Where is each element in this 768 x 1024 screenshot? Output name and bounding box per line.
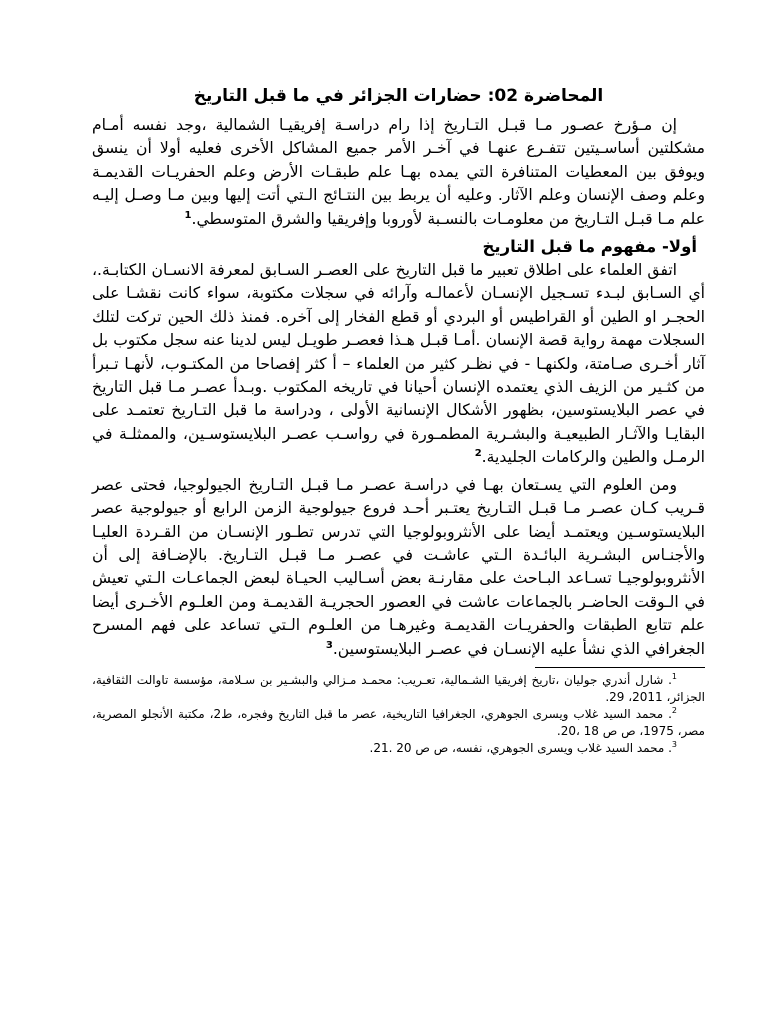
section-heading: أولا- مفهوم ما قبل التاريخ: [482, 237, 697, 257]
footnote-separator: [535, 667, 705, 668]
paragraph-2-text: ومن العلوم التي يسـتعان بهـا في دراسـة عصـر مـا قبـل التـاريخ الجيولوجيا، فحتى عصر قـريب كـان عصـر مـا قبـل التـاريخ يعتـبر أحـد فروع جيولوجية الزمن الرابع أو جيولوجية عصر البلايستوسـين ويعتمـد أيضا على الأنثروبولوجيا التي تدرس تطـور الإنسـان من القـردة العليـا والأجنـاس البشـرية البائـدة الـتي عاشـت في عصـر مـا قبـل التـاريخ. بالإضـافة إلى أن الأنثروبولوجيـا تسـاعد البـاحث على مقارنـة بعض أسـاليب الحيـاة لبعض الجماعـات الـتي تعيش في الـوقت الحاضـر بالجماعات عاشت في العصور الحجريـة القديمـة ومن العلـوم الأخـرى أيضا علم تتابع الطبقات والحفريـات القديمـة وغيرهـا من العلـوم الـتي تساعد على فهم المسرح الجغرافي الذي نشأ عليه الإنسـان في عصـر البلايستوسين: [92, 475, 705, 658]
intro-text: إن مـؤرخ عصـور مـا قبـل التـاريخ إذا رام دراسـة إفريقيـا الشمالية ،وجد نفسه أمـام مشكلتين أساسـيتين تتفـرع عنهـا في آخـر الأمر جميع المشاكل الأخرى فعليه أولا أن ينسق ويوفق بين المعطيات المتنافرة التي يمده بهـا علم طبقـات الأرض وعلم الحفريـات القديمـة وعلم وصف الإنسان وعلم الآثار. وعليه أن يربط بين النتـائج الـتي أتت إليها وبين مـا وصـل إليـه علم مـا قبـل التـاريخ من معلومـات بالنسـبة لأوروبا وإفريقيا والشرق المتوسطي: [92, 116, 705, 228]
footnote-1-text: . شارل أندري جوليان ،تاريخ إفريقيا الشـمالية، تعـريب: محمـد مـزالي والبشـير بن سـلامة، مؤسسة تاوالت الثقافية، الجزائر، 2011، 29.: [92, 672, 705, 704]
section-paragraph-1: اتفق العلماء على اطلاق تعبير ما قبل التاريخ على العصـر السـابق لمعرفة الانسـان الكتابـة.، أي السـابق لبـدء تسـجيل الإنسـان لأعمالـه وآرائه في سجلات مكتوبة، سواء كانت نقشـا على الحجـر او الطين أو القراطيس أو البردي أو قطع الفخار إلى آخره. فمنذ ذلك الحين تركت لتلك السجلات مهمة رواية قصة الإنسان .أمـا قبـل هـذا فعصـر طويـل ليس لدينا عنه سجل مكتوب بل آثار أخـرى صـامتة، ولكنهـا - في نظـر كثير من العلماء – أ كثر إفصاحا من المكتـوب، لأنهـا تـبرأ من كثـير من الزيف الذي يعتمده الإنسان أحيانا في تاريخه المكتوب .وبـدأ عصـر مـا قبل التاريخ في عصر البلايستوسين، بظهور الأشكال الإنسانية الأولى ، ودراسة ما قبل التـاريخ تعتمـد على البقايـا والآثـار الطبيعيـة والبشـرية المطمـورة في رواسـب عصـر البلايستوسـين، والممثلـة في الرمـل والطين والركامات الجليدية.$^2$: [92, 261, 705, 467]
paragraph-1-text: اتفق العلماء على اطلاق تعبير ما قبل التاريخ على العصـر السـابق لمعرفة الانسـان الكتابـة.، أي السـابق لبـدء تسـجيل الإنسـان لأعمالـه وآرائه في سجلات مكتوبة، سواء كانت نقشـا على الحجـر او الطين أو القراطيس أو البردي أو قطع الفخار إلى آخره. فمنذ ذلك الحين تركت لتلك السجلات مهمة رواية قصة الإنسان .أمـا قبـل هـذا فعصـر طويـل ليس لدينا عنه سجل مكتوب بل آثار أخـرى صـامتة، ولكنهـا - في نظـر كثير من العلماء – أ كثر إفصاحا من المكتـوب، لأنهـا تـبرأ من كثـير من الزيف الذي يعتمده الإنسان أحيانا في تاريخه المكتوب .وبـدأ عصـر مـا قبل التاريخ في عصر البلايستوسين، بظهور الأشكال الإنسانية الأولى ، ودراسة ما قبل التـاريخ تعتمـد على البقايـا والآثـار الطبيعيـة والبشـرية المطمـورة في رواسـب عصـر البلايستوسـين، والممثلـة في الرمـل والطين والركامات الجليدية: [92, 261, 705, 467]
page-title: المحاضرة 02: حضارات الجزائر في ما قبل التاريخ: [193, 86, 604, 106]
footnote-ref-1[interactable]: 1: [184, 209, 192, 221]
section-paragraph-2: ومن العلوم التي يسـتعان بهـا في دراسـة عصـر مـا قبـل التـاريخ الجيولوجيا، فحتى عصر قـريب كـان عصـر مـا قبـل التـاريخ يعتـبر أحـد فروع جيولوجية الزمن الرابع أو جيولوجية عصر البلايستوسـين ويعتمـد أيضا على الأنثروبولوجيا التي تدرس تطـور الإنسـان من القـردة العليـا والأجنـاس البشـرية البائـدة الـتي عاشـت في عصـر مـا قبـل التـاريخ. بالإضـافة إلى أن الأنثروبولوجيـا تسـاعد البـاحث على مقارنـة بعض أسـاليب الحيـاة لبعض الجماعـات الـتي تعيش في الـوقت الحاضـر بالجماعات عاشت في العصور الحجريـة القديمـة ومن العلـوم الأخـرى أيضا علم تتابع الطبقات والحفريـات القديمـة وغيرهـا من العلـوم الـتي تساعد على فهم المسرح الجغرافي الذي نشأ عليه الإنسـان في عصـر البلايستوسين.$^3$: [92, 475, 705, 658]
footnote-1-number: 1: [671, 671, 677, 681]
intro-paragraph: إن مـؤرخ عصـور مـا قبـل التـاريخ إذا رام دراسـة إفريقيـا الشمالية ،وجد نفسه أمـام مشكلتين أساسـيتين تتفـرع عنهـا في آخـر الأمر جميع المشاكل الأخرى فعليه أولا أن ينسق ويوفق بين المعطيات المتنافرة التي يمده بهـا علم طبقـات الأرض وعلم الحفريـات القديمـة وعلم وصف الإنسان وعلم الآثار. وعليه أن يربط بين النتـائج الـتي أتت إليها وبين مـا وصـل إليـه علم مـا قبـل التـاريخ من معلومـات بالنسـبة لأوروبا وإفريقيا والشرق المتوسطي.$^1$: [92, 116, 705, 228]
footnote-2: [92, 706, 705, 740]
document-page: [92, 82, 705, 757]
footnote-2-number: 2: [671, 705, 677, 715]
footnote-ref-2[interactable]: 2: [474, 448, 482, 460]
footnote-3-number: 3: [671, 739, 677, 749]
footnote-3: [92, 740, 705, 757]
footnote-3-text: . محمد السيد غلاب ويسرى الجوهري، نفسه، ص ص 20 .21.: [369, 740, 672, 755]
footnote-2-text: . محمد السيد غلاب ويسرى الجوهري، الجغرافيا التاريخية، عصر ما قبل التاريخ وفجره، ط2، مكتبة الأنجلو المصرية، مصر، 1975، ص ص 18 ،20.: [92, 706, 705, 738]
footnote-ref-3[interactable]: 3: [325, 639, 333, 651]
footnotes: [92, 672, 705, 757]
footnote-1: [92, 672, 705, 706]
